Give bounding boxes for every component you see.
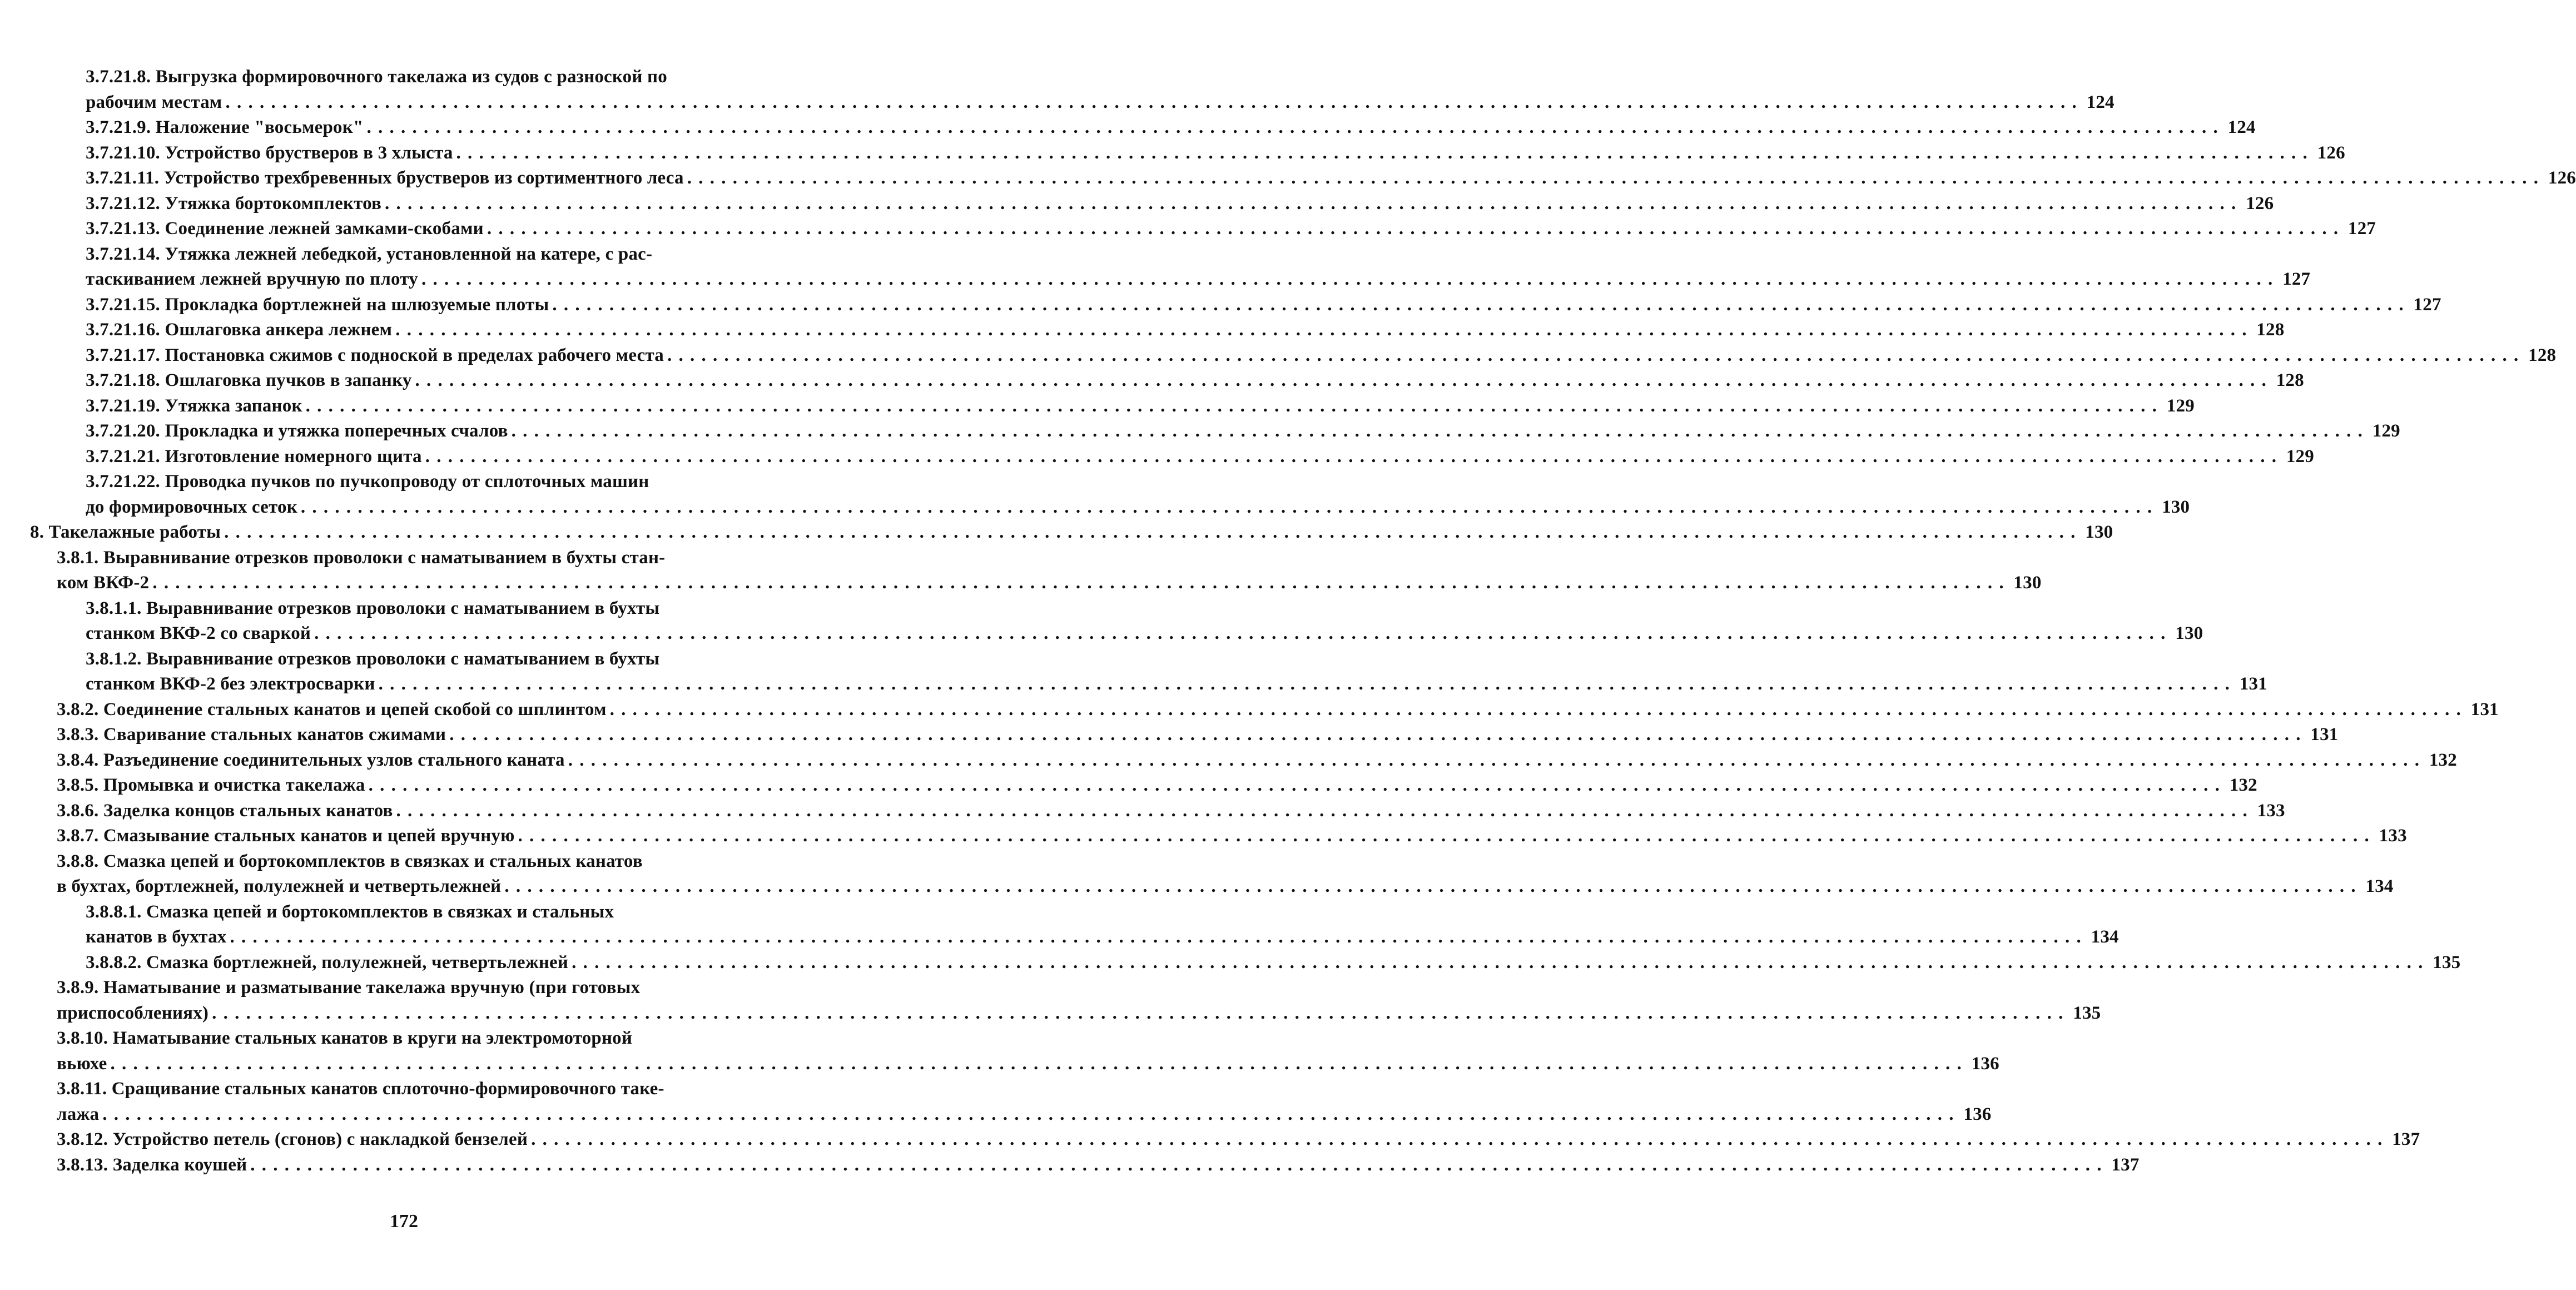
dot-leader — [314, 621, 2166, 647]
toc-entry — [86, 115, 2256, 141]
page-number: 172 — [390, 1211, 418, 1232]
dot-leader — [504, 874, 2356, 900]
toc-entry-text: до формировочных сеток — [86, 497, 297, 517]
toc-entry-text: 3.7.21.22. Проводка пучков по пучкопроводу от сплоточных машин — [86, 472, 649, 492]
toc-entry-text: 3.8.4. Разъединение соединительных узлов стального каната — [57, 750, 565, 770]
toc-entry-text: 3.8.8.2. Смазка бортлежней, полулежней, четвертьлежней — [86, 952, 569, 973]
toc-entry — [86, 419, 2400, 444]
toc-entry-text: 3.8.1.2. Выравнивание отрезков проволоки с наматыванием в бухты — [86, 648, 660, 669]
dot-leader — [421, 267, 2274, 292]
toc-entry-text: 3.7.21.10. Устройство брустверов в 3 хлыста — [86, 142, 453, 163]
toc-entry-page: 130 — [2085, 522, 2113, 542]
toc-entry-text: 3.8.8. Смазка цепей и бортокомплектов в связках и стальных канатов — [57, 851, 643, 871]
dot-leader — [301, 495, 2153, 520]
toc-entry-text: 3.8.12. Устройство петель (сгонов) с накладкой бензелей — [57, 1129, 528, 1149]
toc-entry — [57, 697, 2499, 723]
toc-entry — [57, 545, 2042, 596]
toc-entry — [86, 950, 2461, 976]
dot-leader — [230, 925, 2082, 950]
dot-leader — [425, 444, 2277, 470]
toc-entry-page: 132 — [2229, 775, 2257, 795]
dot-leader — [531, 1127, 2383, 1153]
dot-leader — [552, 292, 2404, 318]
dot-leader — [610, 697, 2462, 723]
toc-entry-text: 3.7.21.17. Постановка сжимов с подноской в пределах рабочего места — [86, 345, 664, 365]
toc-entry-text: 3.8.3. Сваривание стальных канатов сжимами — [57, 725, 446, 745]
toc-entry — [86, 343, 2557, 369]
toc-entry — [57, 1026, 1999, 1076]
dot-leader — [687, 166, 2539, 191]
dot-leader — [415, 368, 2267, 394]
toc-entry-text: приспособлениях) — [57, 1003, 209, 1023]
toc-entry-text: 3.7.21.8. Выгрузка формировочного такелажа из судов с разноской по — [86, 67, 667, 87]
dot-leader — [518, 823, 2370, 849]
toc-entry — [86, 166, 2576, 191]
toc-entry-text: 3.8.1.1. Выравнивание отрезков проволоки с наматыванием в бухты — [86, 598, 660, 618]
toc-entry-text: 3.8.13. Заделка коушей — [57, 1154, 247, 1175]
toc-entry-page: 130 — [2175, 623, 2203, 643]
toc-entry-page: 133 — [2257, 800, 2285, 821]
dot-leader — [385, 191, 2237, 217]
toc-entry-page: 124 — [2086, 92, 2115, 112]
toc-entry-page: 131 — [2470, 699, 2499, 720]
toc-entry — [57, 823, 2407, 849]
toc-entry-page: 136 — [1971, 1053, 1999, 1074]
toc-entry — [57, 798, 2285, 824]
dot-leader — [395, 317, 2247, 343]
toc-entry — [86, 64, 2115, 115]
toc-entry-text: 3.7.21.13. Соединение лежней замками-скобами — [86, 219, 484, 239]
toc-entry — [86, 900, 2119, 950]
toc-entry-page: 130 — [2162, 497, 2190, 517]
dot-leader — [111, 1051, 1963, 1077]
dot-leader — [568, 748, 2420, 773]
toc-entry-page: 135 — [2433, 952, 2461, 973]
toc-entry-page: 126 — [2548, 168, 2576, 188]
toc-entry — [57, 748, 2457, 773]
toc-entry — [57, 1076, 1992, 1127]
toc-entry-text: 3.8.10. Наматывание стальных канатов в круги на электромоторной — [57, 1028, 633, 1048]
dot-leader — [396, 798, 2248, 824]
dot-leader — [225, 90, 2077, 116]
toc-entry-page: 129 — [2166, 395, 2195, 416]
toc-entry-page: 134 — [2365, 876, 2394, 896]
table-of-contents — [22, 64, 2576, 1178]
toc-entry — [86, 216, 2376, 242]
dot-leader — [102, 1102, 1954, 1128]
toc-entry-page: 133 — [2379, 826, 2407, 846]
toc-entry-page: 127 — [2282, 269, 2311, 289]
toc-entry — [86, 444, 2314, 470]
toc-entry-page: 129 — [2372, 421, 2400, 441]
toc-entry-text: станком ВКФ-2 со сваркой — [86, 623, 311, 643]
toc-entry-text: 3.8.1. Выравнивание отрезков проволоки с наматыванием в бухты стан- — [57, 547, 666, 568]
toc-entry-text: 3.7.21.16. Ошлаговка анкера лежнем — [86, 320, 393, 340]
toc-entry-text: канатов в бухтах — [86, 927, 227, 947]
toc-entry — [86, 292, 2441, 318]
dot-leader — [456, 141, 2309, 166]
dot-leader — [369, 773, 2221, 798]
toc-entry-page: 135 — [2073, 1003, 2101, 1023]
toc-entry-page: 127 — [2413, 294, 2441, 315]
toc-entry-page: 136 — [1963, 1104, 1992, 1124]
dot-leader — [379, 672, 2231, 697]
dot-leader — [572, 950, 2424, 976]
toc-entry-text: 3.8.7. Смазывание стальных канатов и цепей вручную — [57, 826, 515, 846]
toc-entry — [86, 469, 2190, 520]
toc-entry-page: 128 — [2256, 320, 2285, 340]
toc-entry — [86, 394, 2195, 419]
dot-leader — [306, 394, 2158, 419]
toc-entry-text: 3.8.6. Заделка концов стальных канатов — [57, 800, 393, 821]
toc-entry-page: 137 — [2392, 1129, 2420, 1149]
toc-entry-page: 129 — [2286, 446, 2314, 467]
dot-leader — [367, 115, 2219, 141]
toc-entry-page: 126 — [2246, 193, 2274, 214]
toc-entry — [57, 1153, 2140, 1178]
dot-leader — [224, 520, 2076, 545]
toc-entry — [57, 722, 2339, 748]
toc-entry-page: 128 — [2528, 345, 2557, 365]
toc-entry — [57, 975, 2101, 1026]
dot-leader — [487, 216, 2339, 242]
toc-entry-page: 124 — [2227, 117, 2256, 137]
toc-entry-text: 3.7.21.18. Ошлаговка пучков в запанку — [86, 370, 412, 390]
toc-entry-text: 3.7.21.20. Прокладка и утяжка поперечных счалов — [86, 421, 508, 441]
toc-entry-page: 132 — [2429, 750, 2457, 770]
toc-entry — [86, 368, 2304, 394]
dot-leader — [512, 419, 2364, 444]
toc-entry-text: 3.7.21.21. Изготовление номерного щита — [86, 446, 422, 467]
toc-entry-text: вьюхе — [57, 1053, 107, 1074]
toc-entry — [86, 242, 2311, 292]
toc-entry-text: лажа — [57, 1104, 100, 1124]
toc-entry-text: 3.7.21.14. Утяжка лежней лебедкой, установленной на катере, с рас- — [86, 244, 653, 264]
toc-entry-page: 126 — [2317, 142, 2345, 163]
toc-entry — [86, 647, 2267, 697]
dot-leader — [250, 1153, 2102, 1178]
toc-entry-text: 3.7.21.12. Утяжка бортокомплектов — [86, 193, 382, 214]
toc-entry-text: 3.7.21.11. Устройство трехбревенных брустверов из сортиментного леса — [86, 168, 684, 188]
toc-entry-text: станком ВКФ-2 без электросварки — [86, 674, 375, 694]
toc-entry-text: 3.7.21.19. Утяжка запанок — [86, 395, 302, 416]
toc-entry-page: 131 — [2239, 674, 2267, 694]
toc-entry-page: 128 — [2276, 370, 2304, 390]
toc-entry-text: ком ВКФ-2 — [57, 573, 150, 593]
toc-entry-text: 3.8.8.1. Смазка цепей и бортокомплектов в связках и стальных — [86, 901, 614, 922]
toc-entry-text: 3.8.9. Наматывание и разматывание такелажа вручную (при готовых — [57, 978, 641, 998]
toc-entry — [86, 191, 2274, 217]
toc-entry-text: рабочим местам — [86, 92, 222, 112]
dot-leader — [449, 722, 2301, 748]
toc-entry-text: 3.8.5. Промывка и очистка такелажа — [57, 775, 365, 795]
toc-entry-page: 130 — [2013, 573, 2042, 593]
toc-entry — [86, 317, 2285, 343]
toc-entry — [30, 520, 2113, 545]
toc-entry-page: 134 — [2091, 927, 2119, 947]
dot-leader — [667, 343, 2519, 369]
toc-entry-text: 3.7.21.15. Прокладка бортлежней на шлюзуемые плоты — [86, 294, 549, 315]
toc-entry-text: 3.7.21.9. Наложение "восьмерок" — [86, 117, 364, 137]
dot-leader — [152, 570, 2004, 596]
toc-entry — [57, 849, 2394, 900]
toc-entry-page: 131 — [2310, 725, 2339, 745]
toc-entry — [86, 141, 2345, 166]
toc-entry-text: 3.8.11. Сращивание стальных канатов сплоточно-формировочного таке- — [57, 1079, 664, 1099]
toc-entry-text: таскиванием лежней вручную по плоту — [86, 269, 418, 289]
toc-entry-text: 3.8.2. Соединение стальных канатов и цепей скобой со шплинтом — [57, 699, 607, 720]
toc-entry-page: 127 — [2348, 219, 2376, 239]
toc-entry-text: 8. Такелажные работы — [30, 522, 221, 542]
toc-entry — [57, 773, 2257, 798]
toc-entry-text: в бухтах, бортлежней, полулежней и четвертьлежней — [57, 876, 502, 896]
toc-entry — [86, 596, 2203, 647]
toc-entry-page: 137 — [2111, 1154, 2140, 1175]
dot-leader — [212, 1001, 2064, 1026]
toc-entry — [57, 1127, 2420, 1153]
